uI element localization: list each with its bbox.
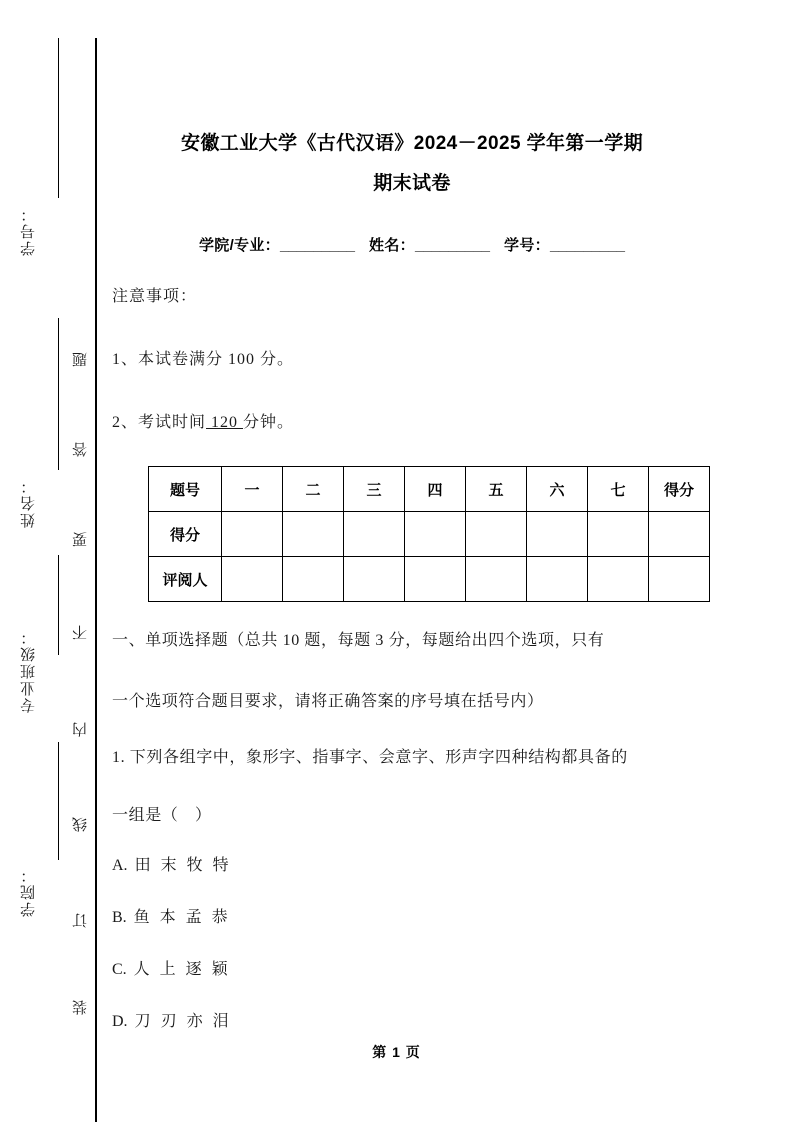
seal-char-4: 内: [73, 722, 89, 737]
question-1-option-b[interactable]: [112, 892, 712, 944]
paper-body: [112, 0, 712, 1048]
reviewer-cell[interactable]: [344, 557, 405, 602]
option-text: 田 末 牧 特: [134, 857, 232, 874]
seal-char-3: 不: [73, 625, 89, 640]
seal-char-1: 答: [73, 442, 89, 457]
section-1-heading-line1: 一、单项选择题（总共 10 题，每题 3 分，每题给出四个选项，只有: [112, 632, 605, 649]
college-blank[interactable]: _________: [279, 237, 356, 254]
score-table-header-cell: 三: [344, 467, 405, 512]
option-text: 刀 刃 亦 泪: [134, 1013, 232, 1030]
seal-char-0: 题: [73, 352, 89, 367]
notices-heading: 注意事项：: [112, 288, 198, 305]
option-key: C.: [112, 961, 127, 978]
binding-vertical-rule: [95, 38, 97, 1122]
seal-char-2: 要: [73, 532, 89, 547]
reviewer-cell[interactable]: [283, 557, 344, 602]
name-label: 姓名：: [369, 237, 415, 254]
score-row-label: 得分: [149, 512, 222, 557]
binding-margin: [0, 0, 100, 1122]
reviewer-cell[interactable]: [527, 557, 588, 602]
score-table-header-cell: 一: [222, 467, 283, 512]
reviewer-cell[interactable]: [466, 557, 527, 602]
score-table-header-cell: 七: [588, 467, 649, 512]
score-cell[interactable]: [588, 512, 649, 557]
college-label: 学院/专业：: [198, 237, 280, 254]
page-title: [112, 0, 712, 204]
score-table-header-cell: 五: [466, 467, 527, 512]
question-1-line2: 一组是（ ）: [112, 807, 212, 824]
score-cell[interactable]: [222, 512, 283, 557]
binding-field-label: 学号：: [20, 205, 37, 256]
score-cell[interactable]: [344, 512, 405, 557]
score-cell[interactable]: [527, 512, 588, 557]
option-text: 人 上 逐 颖: [133, 961, 231, 978]
score-table-header-cell: 四: [405, 467, 466, 512]
paper-title-line1: 安徽工业大学《古代汉语》2024－2025 学年第一学期: [180, 133, 643, 154]
binding-field-label: 姓名：: [20, 477, 37, 528]
exam-duration-value: 120: [206, 414, 244, 431]
option-text: 鱼 本 孟 恭: [133, 909, 231, 926]
student-id-label: 学号：: [504, 237, 550, 254]
question-1-option-c[interactable]: [112, 944, 712, 996]
notice-item-2-prefix: 2、考试时间: [112, 414, 207, 431]
score-cell[interactable]: [466, 512, 527, 557]
student-info-line: [112, 234, 712, 255]
seal-char-6: 订: [73, 913, 89, 928]
page-number-footer: 第 1 页: [372, 1044, 421, 1060]
score-table-header-cell: 六: [527, 467, 588, 512]
binding-field-class: [0, 628, 56, 713]
notice-item-2: [112, 391, 712, 454]
table-row-header: [149, 467, 710, 512]
option-key: B.: [112, 909, 127, 926]
notice-item-2-suffix: 分钟。: [243, 414, 295, 431]
score-row-label: 评阅人: [149, 557, 222, 602]
score-table-header-cell: 得分: [649, 467, 710, 512]
binding-field-rule-0: [58, 38, 59, 198]
score-cell[interactable]: [283, 512, 344, 557]
score-table: [148, 466, 710, 602]
score-table-header-cell: 题号: [149, 467, 222, 512]
reviewer-cell[interactable]: [405, 557, 466, 602]
binding-field-label: 专业班级：: [20, 628, 37, 713]
reviewer-cell[interactable]: [649, 557, 710, 602]
binding-field-label: 学院：: [20, 866, 37, 917]
notice-item-1: 1、本试卷满分 100 分。: [112, 351, 295, 368]
reviewer-cell[interactable]: [222, 557, 283, 602]
binding-field-college: [0, 866, 56, 917]
binding-field-rule-1: [58, 318, 59, 470]
binding-field-rule-3: [58, 742, 59, 860]
score-cell[interactable]: [405, 512, 466, 557]
table-row: [149, 557, 710, 602]
option-key: D.: [112, 1013, 128, 1030]
name-blank[interactable]: _________: [414, 237, 491, 254]
table-row: [149, 512, 710, 557]
paper-title-line2: 期末试卷: [373, 173, 451, 194]
seal-char-7: 装: [73, 1000, 89, 1015]
binding-field-name: [0, 477, 56, 528]
section-1-heading-line2: 一个选项符合题目要求，请将正确答案的序号填在括号内）: [112, 693, 544, 710]
student-id-blank[interactable]: _________: [549, 237, 626, 254]
option-key: A.: [112, 857, 128, 874]
reviewer-cell[interactable]: [588, 557, 649, 602]
binding-field-student-id: [0, 205, 56, 256]
question-1-option-a[interactable]: [112, 840, 712, 892]
binding-field-rule-2: [58, 555, 59, 655]
score-table-header-cell: 二: [283, 467, 344, 512]
question-1-line1: 1. 下列各组字中，象形字、指事字、会意字、形声字四种结构都具备的: [112, 749, 628, 766]
question-1-option-d[interactable]: [112, 996, 712, 1048]
seal-char-5: 线: [73, 817, 89, 832]
score-cell[interactable]: [649, 512, 710, 557]
